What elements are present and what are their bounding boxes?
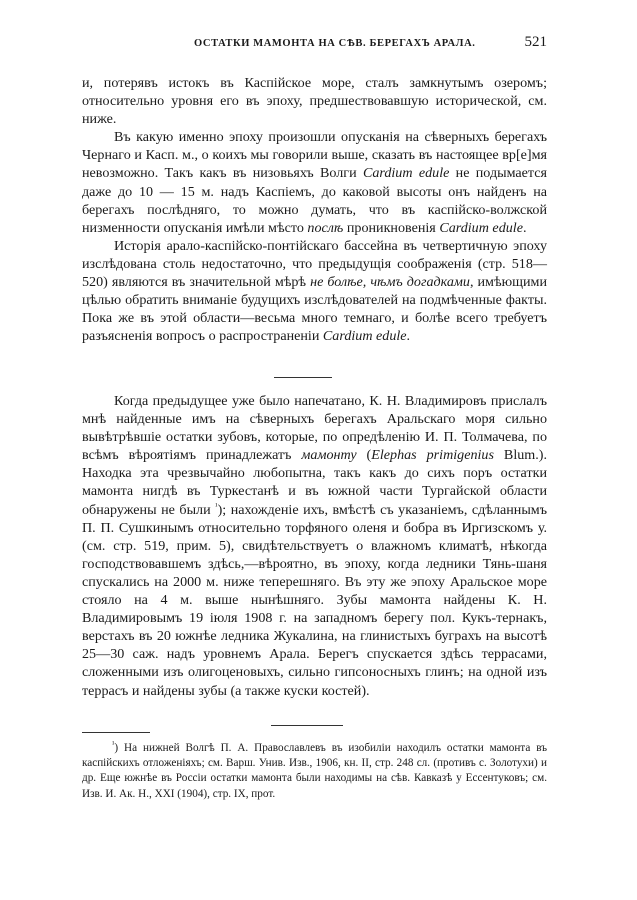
paragraph-continuation: и, потерявъ истокъ въ Каспійское море, сталъ замкнутымъ озеромъ; относительно уровня его въ эпоху, предшествовавшую исторической, см. ниже.: [82, 75, 547, 128]
paragraph-basin-history: Исторія арало-каспійско-понтійскаго бассейна въ четвертичную эпоху изслѣдована столь недостаточно, что предыдущія соображенія (стр. 518—520) являются въ значительной мѣрѣ не болѣе, чѣмъ догадками, имѣющими цѣлью обратить вниманіе будущихъ изслѣдователей на подмѣченные факты. Пока же въ этой области—весьма много темнаго, и болѣе всего требуетъ разъясненія вопросъ о распространеніи Cardium edule.: [82, 237, 547, 345]
section-cardium: [82, 74, 547, 345]
running-title: ОСТАТКИ МАМОНТА НА СѢВ. БЕРЕГАХЪ АРАЛА.: [194, 38, 476, 49]
page-header: [82, 34, 547, 54]
end-divider: [271, 725, 343, 726]
footnote-reference: ¹: [215, 500, 218, 510]
page-number: 521: [524, 34, 547, 50]
section-divider: [274, 377, 332, 378]
paragraph-subsidence: Въ какую именно эпоху произошли опусканія на сѣверныхъ берегахъ Чернаго и Касп. м., о коихъ мы говорили выше, сказать въ настоящее вр[е]мя невозможно. Такъ какъ въ низовьяхъ Волги Cardium edule не подымается даже до 10 — 15 м. надъ Каспіемъ, до каковой высоты онъ найденъ на берегахъ послѣдняго, то можно думать, что въ каспійско-волжской низменности опусканія имѣли мѣсто послѣ проникновенія Cardium edule.: [82, 129, 547, 236]
footnote: [82, 741, 547, 802]
footnote-text: $^{^1}$) На нижней Волгѣ П. А. Православлевъ въ изобиліи находилъ остатки мамонта въ каспійскихъ отложеніяхъ; см. Варш. Унив. Изв., 1906, кн. II, стр. 248 сл. (противъ с. Золотухи) и др. Еще южнѣе въ Россіи остатки мамонта были находимы на сѣв. Кавказѣ у Ессентуковъ; см. Изв. И. Ак. Н., XXI (1904), стр. IX, прот.: [82, 739, 547, 800]
section-mammoth: [82, 392, 547, 700]
paragraph-mammoth-find: Когда предыдущее уже было напечатано, К. Н. Владимировъ прислалъ мнѣ найденные имъ на сѣверныхъ берегахъ Аральскаго моря сильно вывѣтрѣвшіе остатки зубовъ, которые, по опредѣленію И. П. Толмачева, по всѣмъ вѣроятіямъ принадлежатъ мамонту (Elephas primigenius Blum.). Находка эта чрезвычайно любопытна, такъ какъ до сихъ поръ остатки мамонта нигдѣ въ Туркестанѣ и въ южной части Тургайской области обнаружены не были $^{^1}$); нахожденіе ихъ, вмѣстѣ съ указаніемъ, сдѣланнымъ П. П. Сушкинымъ относительно торфяного оленя и бобра въ Иргизскомъ у. (см. стр. 519, прим. 5), свидѣтельствуетъ о влажномъ климатѣ, нѣкогда господствовавшемъ здѣсь,—вѣроятно, въ эпоху, когда ледники Тянь-шаня спускались на 2000 м. ниже теперешняго. Въ эту же эпоху Аральское море стояло на 4 м. выше нынѣшняго. Зубы мамонта найдены К. Н. Владимировымъ 19 іюля 1908 г. на западномъ берегу пол. Кукъ-тернакъ, верстахъ въ 20 южнѣе ледника Жукалина, на глинистыхъ буграхъ на высотѣ 25—30 саж. надъ уровнемъ Арала. Берегъ спускается здѣсь террасами, сложенными изъ олигоценовыхъ, сильно гипсоносныхъ глинъ; на одной изъ террасъ и найдены зубы (а также куски костей).: [82, 393, 548, 699]
footnote-separator: [82, 732, 150, 733]
